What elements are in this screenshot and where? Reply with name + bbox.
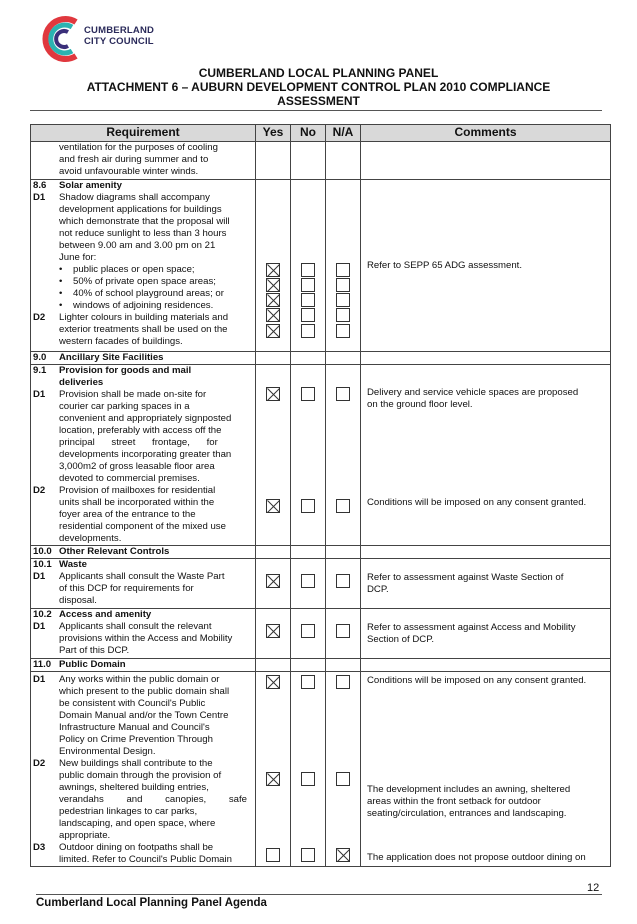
req-text: exterior treatments shall be used on the [59, 324, 228, 335]
panel-title: CUMBERLAND LOCAL PLANNING PANEL [198, 66, 439, 80]
req-text: developments incorporating greater than [59, 449, 232, 460]
yes-checkbox[interactable] [266, 772, 280, 786]
no-checkbox[interactable] [301, 772, 315, 786]
req-text: appropriate. [59, 830, 111, 841]
table-row [31, 142, 611, 180]
req-text: Applicants shall consult the relevant [59, 621, 212, 632]
yes-checkbox[interactable] [266, 499, 280, 513]
comment-line: Refer to assessment against Waste Section of [367, 572, 564, 583]
req-text: Infrastructure Manual and Council's [59, 722, 210, 733]
no-checkbox[interactable] [301, 263, 315, 277]
section-title: Other Relevant Controls [59, 546, 170, 557]
req-text: Applicants shall consult the Waste Part [59, 571, 225, 582]
page-number: 12 [587, 882, 600, 894]
comment-line: The development includes an awning, sheltered [367, 784, 571, 795]
section-number: 11.0 [33, 659, 52, 670]
control-number: D2 [33, 312, 46, 323]
no-checkbox[interactable] [301, 293, 315, 307]
req-text: June for: [59, 252, 97, 263]
req-text: principal street frontage, for [59, 437, 218, 448]
req-text: between 9.00 am and 3.00 pm on 21 [59, 240, 216, 251]
comment-text [367, 572, 606, 596]
yes-checkbox[interactable] [266, 574, 280, 588]
section-title: deliveries [59, 377, 104, 388]
attachment-title [30, 80, 607, 108]
attachment-title-line1: ATTACHMENT 6 – AUBURN DEVELOPMENT CONTROL PLAN 2010 COMPLIANCE [86, 80, 551, 94]
logo-line1: CUMBERLAND [84, 25, 155, 36]
footer-rule [36, 894, 602, 895]
no-checkbox[interactable] [301, 675, 315, 689]
yes-checkbox[interactable] [266, 624, 280, 638]
req-text: ventilation for the purposes of cooling [59, 142, 218, 153]
section-title: Waste [59, 559, 87, 570]
comment-line: Refer to assessment against Access and Mobility [367, 622, 576, 633]
comment-line: seating/circulation, entrances and landscaping. [367, 808, 567, 819]
req-text: be consistent with Council's Public [59, 698, 206, 709]
req-text: foyer area of the entrance to the [59, 509, 196, 520]
req-text: convenient and appropriately signposted [59, 413, 232, 424]
control-number: D2 [33, 485, 46, 496]
section-number: 9.0 [33, 352, 47, 363]
table-header-row [31, 125, 611, 142]
req-text: Lighter colours in building materials and [59, 312, 229, 323]
req-text: units shall be incorporated within the [59, 497, 215, 508]
comment-line: Section of DCP. [367, 634, 435, 645]
col-requirement: Requirement [31, 125, 256, 142]
control-number: D3 [33, 842, 46, 853]
req-text: not reduce sunlight to less than 3 hours [59, 228, 227, 239]
compliance-table [30, 124, 611, 867]
yes-checkbox[interactable] [266, 293, 280, 307]
table-row: 8.6 Solar amenity D1 Shadow diagrams shall accompany development applications for buildings which demonstrate that the proposal will not reduce sunlight to less than 3 hours between 9.00 am and 3.00 pm on 21 June for: • public places or open space; • 50% of private open space areas; • 40% of school playground areas; or • windows of adjoining residences. D2 Lighter colours in building materials and exterior treatments shall be used on the western facades of buildings. Refer to SEPP 65 ADG assessment. [31, 180, 611, 352]
na-checkbox[interactable] [336, 293, 350, 307]
req-text: pedestrian linkages to car parks, [59, 806, 198, 817]
no-checkbox[interactable] [301, 499, 315, 513]
table-row [31, 365, 611, 546]
req-text: and fresh air during summer and to [59, 154, 209, 165]
section-number: 10.0 [33, 546, 52, 557]
req-text: of this DCP for requirements for [59, 583, 194, 594]
req-text: landscaping, and open space, where [59, 818, 216, 829]
req-text: Policy on Crime Prevention Through [59, 734, 213, 745]
na-checkbox[interactable] [336, 324, 350, 338]
section-row [31, 352, 611, 365]
bullet-item: windows of adjoining residences. [73, 300, 214, 311]
na-checkbox[interactable] [336, 499, 350, 513]
req-text: New buildings shall contribute to the [59, 758, 213, 769]
yes-checkbox[interactable] [266, 387, 280, 401]
section-title: Public Domain [59, 659, 126, 670]
section-title: Solar amenity [59, 180, 122, 191]
section-title: Ancillary Site Facilities [59, 352, 164, 363]
req-text: Provision shall be made on-site for [59, 389, 207, 400]
section-number: 9.1 [33, 365, 47, 376]
section-title: Provision for goods and mail [59, 365, 192, 376]
na-checkbox[interactable] [336, 574, 350, 588]
no-checkbox[interactable] [301, 324, 315, 338]
no-checkbox[interactable] [301, 848, 315, 862]
col-no: No [291, 125, 326, 142]
comment-line: on the ground floor level. [367, 399, 473, 410]
footer-title: Cumberland Local Planning Panel Agenda [36, 897, 267, 909]
col-comments: Comments [361, 125, 611, 142]
na-checkbox[interactable] [336, 263, 350, 277]
na-checkbox[interactable] [336, 675, 350, 689]
no-checkbox[interactable] [301, 278, 315, 292]
control-number: D1 [33, 621, 46, 632]
req-text: provisions within the Access and Mobility [59, 633, 233, 644]
comment-line: Delivery and service vehicle spaces are proposed [367, 387, 579, 398]
req-text: development applications for buildings [59, 204, 222, 215]
comment-text: The application does not propose outdoor dining on [367, 852, 586, 863]
no-checkbox[interactable] [301, 574, 315, 588]
bullet-item: public places or open space; [73, 264, 195, 275]
req-text: awnings, sheltered building entries, [59, 782, 209, 793]
logo-text [84, 25, 154, 47]
req-text: Shadow diagrams shall accompany [59, 192, 210, 203]
comment-text [367, 784, 606, 820]
section-row [31, 659, 611, 672]
logo-line2: CITY COUNCIL [84, 36, 154, 47]
yes-checkbox[interactable] [266, 848, 280, 862]
bullet-item: 40% of school playground areas; or [73, 288, 224, 299]
req-text: western facades of buildings. [59, 336, 183, 347]
comment-text: Conditions will be imposed on any consent granted. [367, 497, 587, 508]
attachment-title-line2: ASSESSMENT [277, 94, 360, 108]
control-number: D1 [33, 571, 46, 582]
req-text: avoid unfavourable winter winds. [59, 166, 199, 177]
req-text: Provision of mailboxes for residential [59, 485, 216, 496]
req-text: developments. [59, 533, 122, 544]
req-text: which demonstrate that the proposal will [59, 216, 230, 227]
yes-checkbox[interactable] [266, 278, 280, 292]
yes-checkbox[interactable] [266, 324, 280, 338]
yes-checkbox[interactable] [266, 263, 280, 277]
comment-text: Refer to SEPP 65 ADG assessment. [367, 260, 522, 271]
comment-text: Conditions will be imposed on any consent granted. [367, 675, 587, 686]
req-text: 3,000m2 of gross leasable floor area [59, 461, 215, 472]
comment-text [367, 387, 606, 411]
control-number: D1 [33, 674, 46, 685]
req-text: residential component of the mixed use [59, 521, 226, 532]
req-text: Any works within the public domain or [59, 674, 220, 685]
no-checkbox[interactable] [301, 308, 315, 322]
req-text: limited. Refer to Council's Public Domain [59, 854, 232, 865]
header-rule [30, 110, 602, 111]
no-checkbox[interactable] [301, 624, 315, 638]
req-text: disposal. [59, 595, 97, 606]
req-text: Domain Manual and/or the Town Centre [59, 710, 229, 721]
section-number: 8.6 [33, 180, 47, 191]
req-text: courier car parking spaces in a [59, 401, 190, 412]
req-text: location, preferably with access off the [59, 425, 222, 436]
bullet-item: 50% of private open space areas; [73, 276, 216, 287]
yes-checkbox[interactable] [266, 308, 280, 322]
col-yes: Yes [256, 125, 291, 142]
section-number: 10.1 [33, 559, 52, 570]
control-number: D2 [33, 758, 46, 769]
table-row [31, 609, 611, 659]
comment-line: DCP. [367, 584, 389, 595]
na-checkbox[interactable] [336, 772, 350, 786]
comment-line: areas within the front setback for outdoor [367, 796, 541, 807]
council-logo-icon [36, 12, 86, 66]
yes-checkbox[interactable] [266, 675, 280, 689]
na-checkbox[interactable] [336, 278, 350, 292]
na-checkbox[interactable] [336, 308, 350, 322]
req-text: public domain through the provision of [59, 770, 222, 781]
section-number: 10.2 [33, 609, 52, 620]
req-text: verandahs and canopies, safe [59, 794, 248, 805]
req-text: Outdoor dining on footpaths shall be [59, 842, 214, 853]
section-row [31, 546, 611, 559]
table-row [31, 672, 611, 867]
req-text: which present to the public domain shall [59, 686, 230, 697]
req-text: devoted to commercial premises. [59, 473, 200, 484]
req-text: Environmental Design. [59, 746, 156, 757]
control-number: D1 [33, 192, 46, 203]
na-checkbox[interactable] [336, 624, 350, 638]
table-row [31, 559, 611, 609]
comment-text [367, 622, 606, 646]
req-text: Part of this DCP. [59, 645, 130, 656]
control-number: D1 [33, 389, 46, 400]
no-checkbox[interactable] [301, 387, 315, 401]
na-checkbox[interactable] [336, 848, 350, 862]
na-checkbox[interactable] [336, 387, 350, 401]
col-na: N/A [326, 125, 361, 142]
section-title: Access and amenity [59, 609, 152, 620]
